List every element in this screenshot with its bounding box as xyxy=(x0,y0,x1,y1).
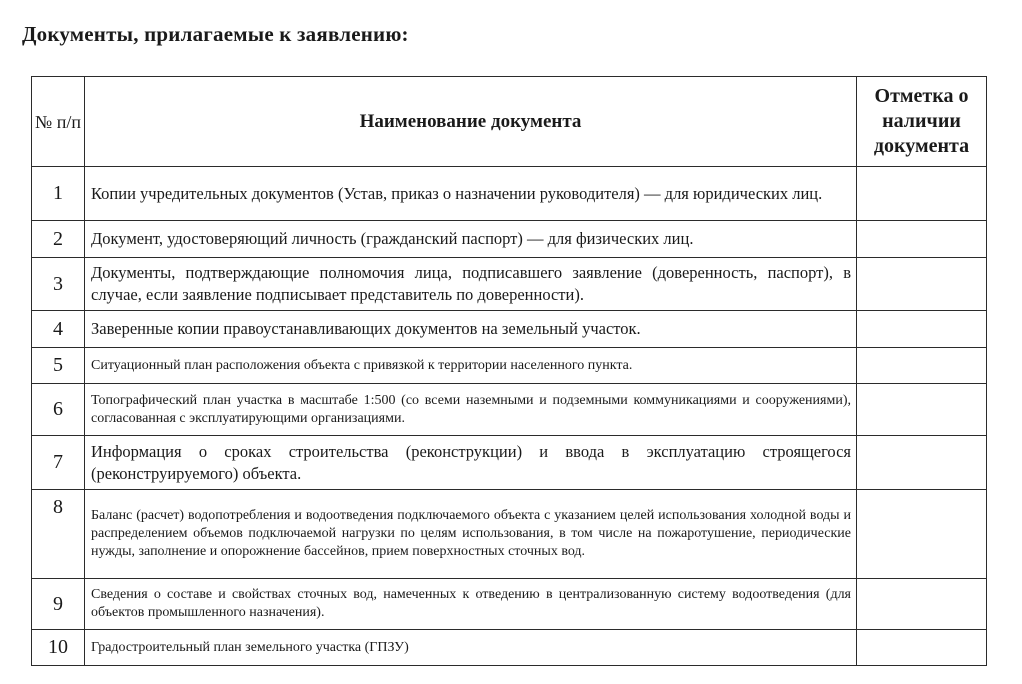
table-row xyxy=(32,348,987,384)
header-document-name: Наименование документа xyxy=(85,77,857,167)
table-row xyxy=(32,579,987,630)
presence-mark-cell[interactable] xyxy=(857,221,987,258)
presence-mark-cell[interactable] xyxy=(857,311,987,348)
document-name: Заверенные копии правоустанавливающих документов на земельный участок. xyxy=(85,311,857,348)
row-number: 1 xyxy=(32,167,85,221)
row-number: 9 xyxy=(32,579,85,630)
document-name: Топографический план участка в масштабе 1:500 (со всеми наземными и подземными коммуникациями и сооружениями), согласованная с эксплуатирующими организациями. xyxy=(85,384,857,436)
table-row xyxy=(32,384,987,436)
header-presence-mark: Отметка о наличии документа xyxy=(857,77,987,167)
presence-mark-cell[interactable] xyxy=(857,384,987,436)
table-row xyxy=(32,221,987,258)
presence-mark-cell[interactable] xyxy=(857,579,987,630)
presence-mark-cell[interactable] xyxy=(857,258,987,311)
row-number: 10 xyxy=(32,630,85,666)
row-number: 5 xyxy=(32,348,85,384)
row-number: 4 xyxy=(32,311,85,348)
documents-table xyxy=(31,76,987,666)
table-row xyxy=(32,490,987,579)
presence-mark-cell[interactable] xyxy=(857,490,987,579)
document-name: Градостроительный план земельного участка (ГПЗУ) xyxy=(85,630,857,666)
table-row xyxy=(32,258,987,311)
table-row xyxy=(32,630,987,666)
presence-mark-cell[interactable] xyxy=(857,348,987,384)
table-row xyxy=(32,436,987,490)
document-name: Документы, подтверждающие полномочия лица, подписавшего заявление (доверенность, паспорт), в случае, если заявление подписывает представитель по доверенности). xyxy=(85,258,857,311)
row-number: 6 xyxy=(32,384,85,436)
row-number: 3 xyxy=(32,258,85,311)
table-row xyxy=(32,167,987,221)
page-title: Документы, прилагаемые к заявлению: xyxy=(22,22,409,46)
header-number: № п/п xyxy=(32,77,85,167)
document-name: Баланс (расчет) водопотребления и водоотведения подключаемого объекта с указанием целей использования холодной воды и распределением объемов подключаемой нагрузки по целям использования, в том числе на пожаротушение, периодические нужды, заполнение и опорожнение бассейнов, прием поверхностных сточных вод. xyxy=(85,490,857,579)
presence-mark-cell[interactable] xyxy=(857,167,987,221)
presence-mark-cell[interactable] xyxy=(857,436,987,490)
document-name: Документ, удостоверяющий личность (гражданский паспорт) — для физических лиц. xyxy=(85,221,857,258)
row-number: 2 xyxy=(32,221,85,258)
document-name: Ситуационный план расположения объекта с привязкой к территории населенного пункта. xyxy=(85,348,857,384)
row-number: 8 xyxy=(32,490,85,579)
table-header-row xyxy=(32,77,987,167)
row-number: 7 xyxy=(32,436,85,490)
presence-mark-cell[interactable] xyxy=(857,630,987,666)
table-row xyxy=(32,311,987,348)
document-name: Сведения о составе и свойствах сточных вод, намеченных к отведению в централизованную систему водоотведения (для объектов промышленного назначения). xyxy=(85,579,857,630)
document-name: Информация о сроках строительства (реконструкции) и ввода в эксплуатацию строящегося (реконструируемого) объекта. xyxy=(85,436,857,490)
document-name: Копии учредительных документов (Устав, приказ о назначении руководителя) — для юридических лиц. xyxy=(85,167,857,221)
